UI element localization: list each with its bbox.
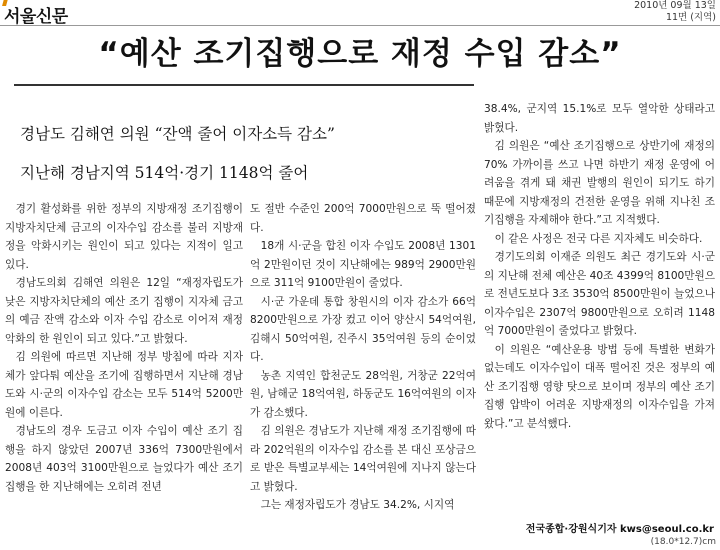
paragraph: 경기도의회 이재준 의원도 최근 경기도와 시·군의 지난해 전체 예산은 40조 4399억 8100만원으로 전년도보다 3조 3530억 8500만원이 늘었으나 이자수입은 2307억 9800만원으로 오히려 1148억 7000만원이 줄었다고 밝혔다. [484,251,715,337]
newspaper-logo [4,2,68,27]
paragraph: 김 의원은 “예산 조기집행으로 상반기에 재정의 70% 가까이를 쓰고 나면 하반기 재정 운영에 어려움을 겪게 돼 채권 발행의 원인이 되기도 하기 때문에 지방재정의 건전한 운영을 위해 지나친 조기집행을 자제해야 한다.”고 지적했다. [484,140,715,226]
article-column-3 [484,100,715,433]
publication-meta [596,0,716,24]
subheadline-1: 경남도 김해연 의원 “잔액 줄어 이자소득 감소” [20,125,335,143]
paragraph: 김 의원은 경남도가 지난해 재정 조기집행에 따라 202억원의 이자수입 감소를 본 대신 포상금으로 받은 특별교부세는 14억여원에 지나지 않는다고 밝혔다. [250,425,476,493]
paragraph: 김 의원에 따르면 지난해 정부 방침에 따라 지자체가 앞다퉈 예산을 조기에 집행하면서 지난해 경남도와 시·군의 이자수입 감소는 모두 514억 5200만원에 이른다. [5,351,243,419]
top-divider [0,25,720,26]
paragraph: 경기 활성화를 위한 정부의 지방재정 조기집행이 지방자치단체 금고의 이자수입 감소를 불러 지방재정을 악화시키는 원인이 되고 있다는 지적이 일고 있다. [5,203,243,271]
paragraph: 이 의원은 “예산운용 방법 등에 특별한 변화가 없는데도 이자수입이 대폭 떨어진 것은 정부의 예산 조기집행 영향 탓으로 보이며 정부의 예산 조기집행 압박이 어려운 지방재정의 이자수입을 가져왔다.”고 분석했다. [484,343,715,430]
headline: “예산 조기집행으로 재정 수입 감소” [98,36,622,72]
paragraph: 경남도의 경우 도금고 이자 수입이 예산 조기 집행을 하지 않았던 2007년 336억 7300만원에서 2008년 403억 3100만원으로 늘었다가 예산 조기집행을 한 지난해에는 오히려 전년 [5,425,243,493]
paragraph: 38.4%, 군지역 15.1%로 모두 열악한 상태라고 밝혔다. [484,103,715,134]
paragraph: 농촌 지역인 합천군도 28억원, 거창군 22억여원, 남해군 18억여원, 하동군도 16억여원의 이자가 감소했다. [250,369,476,419]
article-column-2 [250,200,476,515]
byline: 전국종합·강원식기자 kws@seoul.co.kr [525,524,714,535]
logo-mark [2,0,8,6]
paragraph: 18개 시·군을 합친 이자 수입도 2008년 1301억 2만원이던 것이 지난해에는 989억 2900만원으로 311억 9100만원이 줄었다. [250,240,476,289]
clipping-size-note: (18.0*12.7)cm [650,537,716,547]
paragraph: 이 같은 사정은 전국 다른 지자체도 비슷하다. [494,232,703,245]
paragraph: 그는 재정자립도가 경남도 34.2%, 시지역 [260,499,455,511]
paragraph: 경남도의회 김해연 의원은 12일 “재정자립도가 낮은 지방자치단체의 예산 조기 집행이 지자체 금고의 예금 잔액 감소와 이자 수입 감소로 이어져 재정 악화의 한 원인이 되고 있다.”고 밝혔다. [5,277,243,345]
paragraph: 시·군 가운데 통합 창원시의 이자 감소가 66억 8200만원으로 가장 컸고 이어 양산시 54억여원, 김해시 50억여원, 진주시 35억여원 등의 순이었다. [250,295,476,363]
logo-text: 서울신문 [4,7,68,27]
subheadline-2: 지난해 경남지역 514억·경기 1148억 줄어 [20,164,309,182]
page-info: 11면 (지역) [665,12,716,23]
headline-divider [14,84,474,86]
publication-date: 2010년 09월 13일 [634,0,716,11]
paragraph: 도 절반 수준인 200억 7000만원으로 뚝 떨어졌다. [250,203,476,234]
article-column-1 [5,200,243,496]
